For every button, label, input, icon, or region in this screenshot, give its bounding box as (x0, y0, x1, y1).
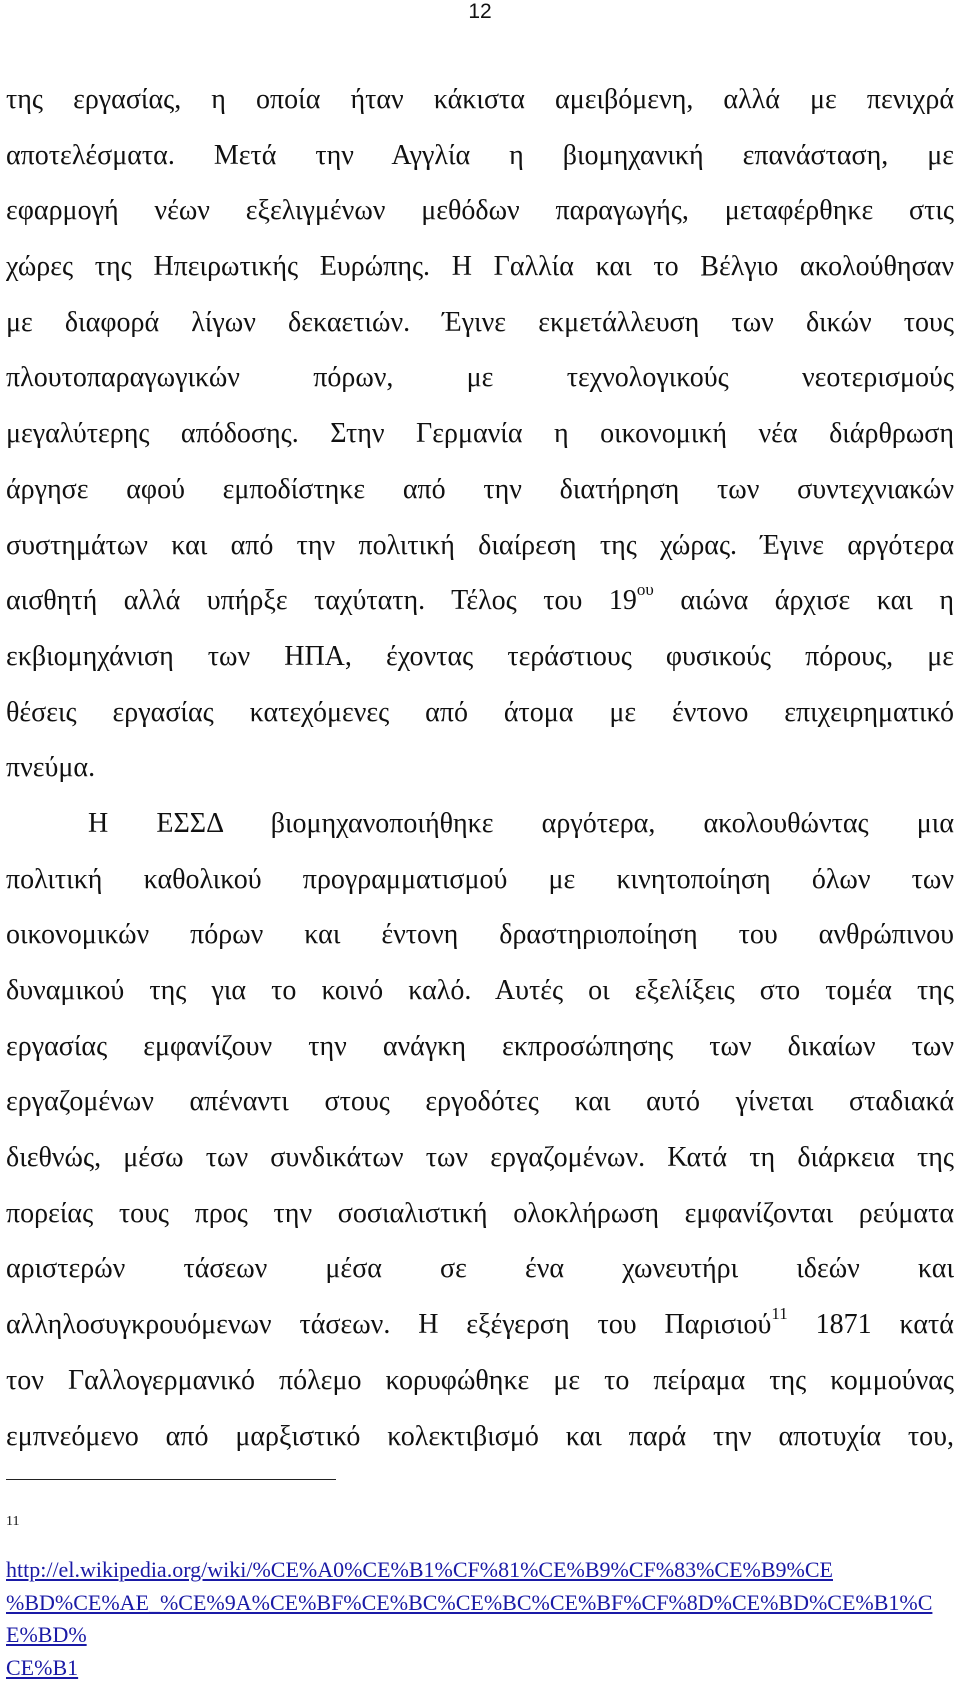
text-line: άργησε αφού εμποδίστηκε από την διατήρηση των συντεχνιακών (6, 462, 954, 518)
text-line: με διαφορά λίγων δεκαετιών. Έγινε εκμετάλλευση των δικών τους (6, 295, 954, 351)
text-line: τον Γαλλογερμανικό πόλεμο κορυφώθηκε με το πείραμα της κομμούνας (6, 1353, 954, 1409)
text-line: εργαζομένων απέναντι στους εργοδότες και αυτό γίνεται σταδιακά (6, 1074, 954, 1130)
page-number: 12 (0, 0, 960, 24)
footnote-link[interactable] (6, 1554, 954, 1684)
text-line: αριστερών τάσεων μέσα σε ένα χωνευτήρι ιδεών και (6, 1241, 954, 1297)
text-line: πορείας τους προς την σοσιαλιστική ολοκλήρωση εμφανίζονται ρεύματα (6, 1186, 954, 1242)
superscript-ordinal: ου (637, 580, 654, 599)
footnote-link-line[interactable]: %BD%CE%AE_%CE%9A%CE%BF%CE%BC%CE%BC%CE%BF%CF%8D%CE%BD%CE%B1%CE%BD% (6, 1587, 954, 1652)
text-line: συστημάτων και από την πολιτική διαίρεση της χώρας. Έγινε αργότερα (6, 518, 954, 574)
text-segment: αιώνα άρχισε και η (654, 585, 954, 616)
paragraph-first-line: Η ΕΣΣΔ βιομηχανοποιήθηκε αργότερα, ακολουθώντας μια (6, 796, 954, 852)
text-segment: αισθητή αλλά υπήρξε ταχύτατη. Τέλος του 19 (6, 585, 637, 616)
text-line-century (6, 573, 954, 629)
text-line: αποτελέσματα. Μετά την Αγγλία η βιομηχανική επανάσταση, με (6, 128, 954, 184)
text-line: δυναμικού της για το κοινό καλό. Αυτές οι εξελίξεις στο τομέα της (6, 963, 954, 1019)
text-line: εφαρμογή νέων εξελιγμένων μεθόδων παραγωγής, μεταφέρθηκε στις (6, 183, 954, 239)
text-line: θέσεις εργασίας κατεχόμενες από άτομα με έντονο επιχειρηματικό (6, 685, 954, 741)
text-line: μεγαλύτερης απόδοσης. Στην Γερμανία η οικονομική νέα διάρθρωση (6, 406, 954, 462)
text-line: πλουτοπαραγωγικών πόρων, με τεχνολογικούς νεοτερισμούς (6, 350, 954, 406)
footnote-separator (6, 1479, 336, 1480)
document-body (6, 72, 954, 1464)
text-line: πολιτική καθολικού προγραμματισμού με κινητοποίηση όλων των (6, 852, 954, 908)
footnote-reference[interactable]: 11 (771, 1304, 787, 1323)
text-segment: 1871 κατά (788, 1309, 954, 1340)
footnote-link-line[interactable]: http://el.wikipedia.org/wiki/%CE%A0%CE%B1%CF%81%CE%B9%CF%83%CE%B9%CE (6, 1554, 954, 1587)
text-line: διεθνώς, μέσω των συνδικάτων των εργαζομένων. Κατά τη διάρκεια της (6, 1130, 954, 1186)
text-line: χώρες της Ηπειρωτικής Ευρώπης. Η Γαλλία και το Βέλγιο ακολούθησαν (6, 239, 954, 295)
text-line: εμπνεόμενο από μαρξιστικό κολεκτιβισμό και παρά την αποτυχία του, (6, 1409, 954, 1465)
text-line: εργασίας εμφανίζουν την ανάγκη εκπροσώπησης των δικαίων των (6, 1019, 954, 1075)
text-line-footnote-ref (6, 1297, 954, 1353)
text-line: οικονομικών πόρων και έντονη δραστηριοποίηση του ανθρώπινου (6, 907, 954, 963)
text-line: της εργασίας, η οποία ήταν κάκιστα αμειβόμενη, αλλά με πενιχρά (6, 72, 954, 128)
footnote-link-line[interactable]: CE%B1 (6, 1652, 954, 1684)
text-line: πνεύμα. (6, 740, 954, 796)
text-line: εκβιομηχάνιση των ΗΠΑ, έχοντας τεράστιους φυσικούς πόρους, με (6, 629, 954, 685)
text-segment: αλληλοσυγκρουόμενων τάσεων. Η εξέγερση του Παρισιού (6, 1309, 771, 1340)
footnote-marker: 11 (6, 1514, 19, 1530)
